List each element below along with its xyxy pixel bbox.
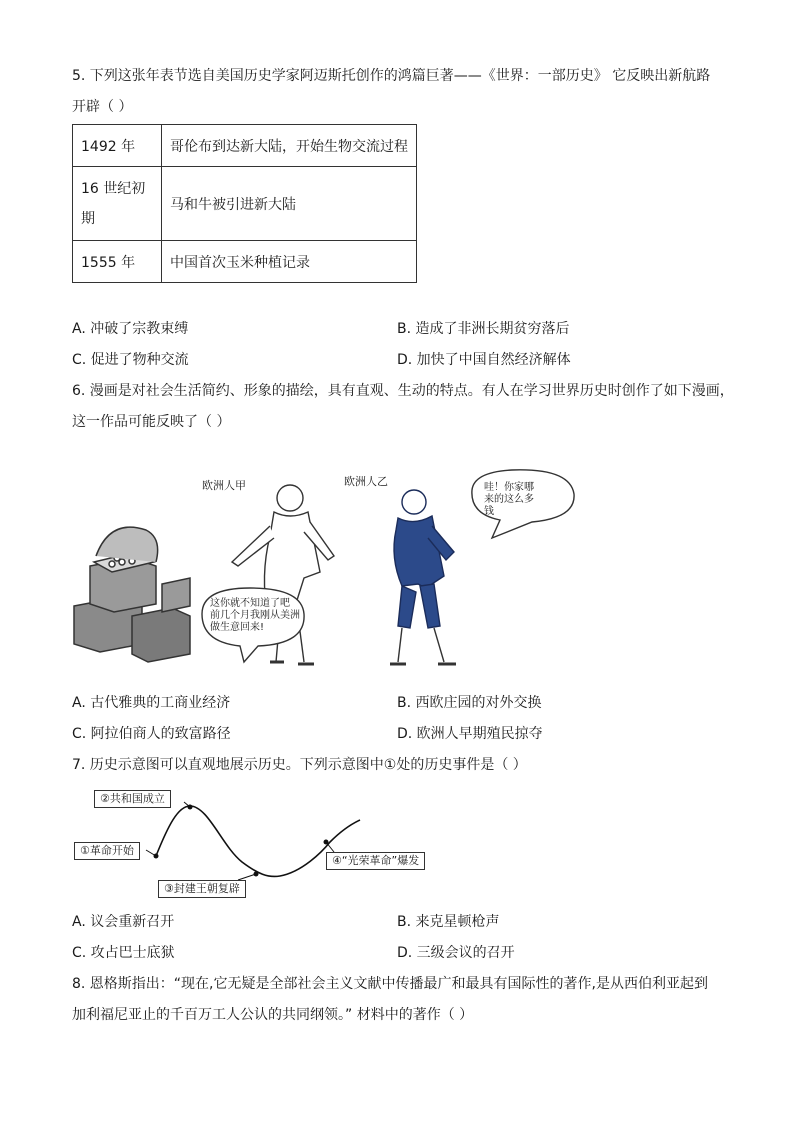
table-cell-year	[73, 167, 162, 241]
treasure-chest-icon	[74, 527, 190, 662]
event-box-4: ④“光荣革命”爆发	[326, 852, 425, 870]
table-cell-event: 马和牛被引进新大陆	[162, 167, 417, 241]
table-cell-event: 哥伦布到达新大陆，开始生物交流过程	[162, 125, 417, 167]
q8-stem-line2: 加利福尼亚止的千百万工人公认的共同纲领。” 材料中的著作（ ）	[72, 1007, 474, 1023]
q7-diagram	[72, 786, 452, 900]
q5-option-d[interactable]: D. 加快了中国自然经济解体	[397, 352, 571, 368]
bubble-b-line: 哇！你家哪	[484, 482, 534, 493]
q6-option-a[interactable]: A. 古代雅典的工商业经济	[72, 695, 231, 711]
q7-option-b[interactable]: B. 来克星顿枪声	[397, 914, 500, 930]
q5-timeline-table	[72, 124, 417, 283]
event-box-3: ③封建王朝复辟	[158, 880, 246, 898]
q6-cartoon	[72, 466, 592, 676]
table-row	[73, 125, 417, 167]
cartoon-label-european-a: 欧洲人甲	[202, 479, 246, 492]
q5-option-b[interactable]: B. 造成了非洲长期贫穷落后	[397, 321, 570, 337]
table-cell-event: 中国首次玉米种植记录	[162, 241, 417, 283]
q7-option-d[interactable]: D. 三级会议的召开	[397, 945, 515, 961]
cartoon-label-european-b: 欧洲人乙	[344, 475, 388, 488]
bubble-a-line: 前几个月我刚从美洲	[210, 610, 300, 621]
table-row	[73, 167, 417, 241]
bubble-a-line: 这你就不知道了吧	[210, 598, 290, 609]
q7-stem: 7. 历史示意图可以直观地展示历史。下列示意图中①处的历史事件是（ ）	[72, 757, 527, 773]
event-box-2: ②共和国成立	[94, 790, 171, 808]
table-cell-year: 1555 年	[73, 241, 162, 283]
q8-stem-line1: 8. 恩格斯指出：“现在,它无疑是全部社会主义文献中传播最广和最具有国际性的著作,是从西伯利亚起到	[72, 976, 708, 992]
q7-option-a[interactable]: A. 议会重新召开	[72, 914, 175, 930]
q6-option-b[interactable]: B. 西欧庄园的对外交换	[397, 695, 542, 711]
bubble-a-text	[210, 598, 310, 634]
q6-option-c[interactable]: C. 阿拉伯商人的致富路径	[72, 726, 231, 742]
q5-option-a[interactable]: A. 冲破了宗教束缚	[72, 321, 189, 337]
european-b-figure-icon	[390, 490, 456, 664]
bubble-a-line: 做生意回来!	[210, 622, 265, 633]
year-line2: 期	[81, 210, 95, 227]
q6-stem-line2: 这一作品可能反映了（ ）	[72, 414, 231, 430]
q5-stem-line2: 开辟（ ）	[72, 99, 133, 115]
bubble-b-line: 来的这么多	[484, 494, 534, 505]
q7-option-c[interactable]: C. 攻占巴士底狱	[72, 945, 175, 961]
table-cell-year: 1492 年	[73, 125, 162, 167]
q5-stem-line1: 5. 下列这张年表节选自美国历史学家阿迈斯托创作的鸿篇巨著——《世界：一部历史》 它反映出新航路	[72, 68, 711, 84]
q6-stem-line1: 6. 漫画是对社会生活简约、形象的描绘，具有直观、生动的特点。有人在学习世界历史时创作了如下漫画，	[72, 383, 734, 399]
year-line1: 16 世纪初	[81, 180, 146, 197]
bubble-b-line: 钱	[484, 506, 494, 517]
q5-option-c[interactable]: C. 促进了物种交流	[72, 352, 189, 368]
bubble-b-text	[484, 482, 564, 518]
event-box-1: ①革命开始	[74, 842, 140, 860]
q6-option-d[interactable]: D. 欧洲人早期殖民掠夺	[397, 726, 543, 742]
table-row	[73, 241, 417, 283]
